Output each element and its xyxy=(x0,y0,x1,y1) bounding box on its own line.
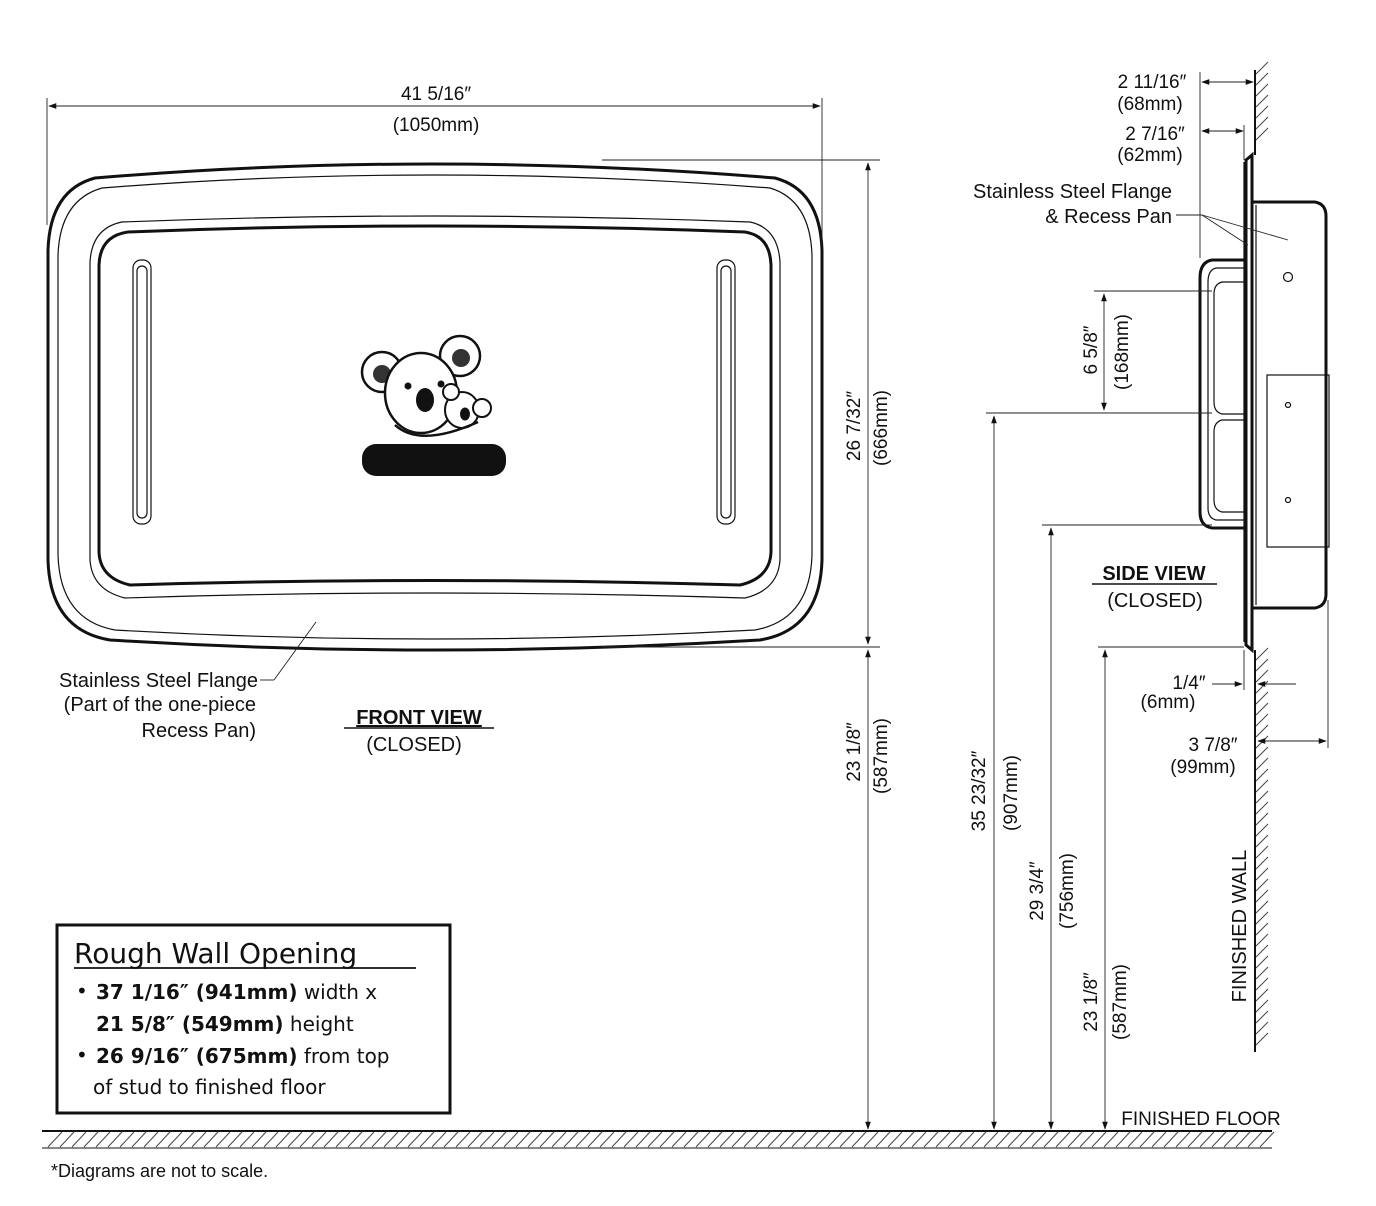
rough-height: 21 5/8″ (549mm) xyxy=(96,1012,284,1036)
hatch-line xyxy=(384,1132,398,1147)
hatch-line xyxy=(1260,1132,1274,1147)
hatch-line xyxy=(768,1132,782,1147)
strap-dimension xyxy=(986,291,1212,413)
hatch-line xyxy=(252,1132,266,1147)
hatch-line xyxy=(168,1132,182,1147)
hatch-line xyxy=(564,1132,578,1147)
hatch-line xyxy=(864,1132,878,1147)
side-flange-line1: Stainless Steel Flange xyxy=(972,181,1172,203)
depth1-in: 2 11/16″ xyxy=(1117,72,1187,93)
hatch-line xyxy=(1256,1022,1268,1034)
hatch-line xyxy=(1256,692,1268,704)
proj-in: 3 7/8″ xyxy=(1188,735,1238,756)
floor-label: FINISHED FLOOR xyxy=(1121,1109,1281,1130)
hatch-line xyxy=(1140,1132,1154,1147)
hatch-line xyxy=(48,1132,62,1147)
hatch-line xyxy=(1212,1132,1226,1147)
hatch-line xyxy=(408,1132,422,1147)
hatch-line xyxy=(1256,73,1268,85)
hatch-line xyxy=(72,1132,86,1147)
hatch-line xyxy=(1092,1132,1106,1147)
hatch-line xyxy=(828,1132,842,1147)
svg-text:•: • xyxy=(76,979,88,1003)
hatch-line xyxy=(84,1132,98,1147)
hatch-line xyxy=(264,1132,278,1147)
hatch-line xyxy=(432,1132,446,1147)
hatch-line xyxy=(1256,106,1268,118)
h2-in: 29 3/4″ xyxy=(1027,861,1048,921)
rough-height-label: height xyxy=(283,1012,354,1036)
hatch-line xyxy=(876,1132,890,1147)
hatch-line xyxy=(1256,989,1268,1001)
rough-top-label: from top xyxy=(297,1044,390,1068)
front-flange-line3: Recess Pan) xyxy=(141,720,256,742)
hatch-line xyxy=(1152,1132,1166,1147)
hatch-line xyxy=(240,1132,254,1147)
hatch-line xyxy=(996,1132,1010,1147)
side-projection-dimensions xyxy=(1141,600,1328,778)
side-view-state: (CLOSED) xyxy=(1107,590,1203,612)
depth2-in: 2 7/16″ xyxy=(1125,124,1185,145)
hatch-line xyxy=(396,1132,410,1147)
rough-opening-box xyxy=(57,925,450,1113)
hatch-line xyxy=(1008,1132,1022,1147)
hatch-line xyxy=(804,1132,818,1147)
hatch-line xyxy=(108,1132,122,1147)
hatch-line xyxy=(696,1132,710,1147)
hatch-line xyxy=(540,1132,554,1147)
hatch-line xyxy=(420,1132,434,1147)
hatch-line xyxy=(1256,128,1268,140)
side-depth-dimensions xyxy=(1117,72,1253,258)
hatch-line xyxy=(1256,835,1268,847)
hatch-line xyxy=(1256,117,1268,129)
hatch-line xyxy=(588,1132,602,1147)
side-view-title: SIDE VIEW xyxy=(1102,563,1206,585)
hatch-line xyxy=(948,1132,962,1147)
hatch-line xyxy=(1256,758,1268,770)
hatch-line xyxy=(492,1132,506,1147)
hatch-line xyxy=(300,1132,314,1147)
hatch-line xyxy=(1248,1132,1262,1147)
strap-mm: (168mm) xyxy=(1112,313,1133,391)
h3-in: 23 1/8″ xyxy=(1081,972,1102,1032)
hatch-line xyxy=(780,1132,794,1147)
hatch-line xyxy=(1256,747,1268,759)
wall-label: FINISHED WALL xyxy=(1229,849,1251,1003)
hatch-line xyxy=(1256,1033,1268,1045)
hatch-line xyxy=(1256,956,1268,968)
hatch-line xyxy=(1256,62,1268,74)
hatch-line xyxy=(912,1132,926,1147)
finished-floor xyxy=(42,1109,1281,1148)
hatch-line xyxy=(1256,824,1268,836)
hatch-line xyxy=(1256,791,1268,803)
hatch-line xyxy=(1176,1132,1190,1147)
finished-wall xyxy=(1229,62,1268,1052)
hatch-line xyxy=(924,1132,938,1147)
hatch-line xyxy=(1080,1132,1094,1147)
depth1-mm: (68mm) xyxy=(1117,94,1183,115)
hatch-line xyxy=(1256,967,1268,979)
hatch-line xyxy=(672,1132,686,1147)
hatch-line xyxy=(120,1132,134,1147)
hatch-line xyxy=(516,1132,530,1147)
hatch-line xyxy=(528,1132,542,1147)
hatch-line xyxy=(1032,1132,1046,1147)
hatch-line xyxy=(60,1132,74,1147)
hatch-line xyxy=(552,1132,566,1147)
hatch-line xyxy=(888,1132,902,1147)
hatch-line xyxy=(1256,945,1268,957)
hatch-line xyxy=(1256,659,1268,671)
h3-mm: (587mm) xyxy=(1110,963,1131,1041)
hatch-line xyxy=(1256,978,1268,990)
hatch-line xyxy=(1020,1132,1034,1147)
hatch-line xyxy=(840,1132,854,1147)
hatch-line xyxy=(1256,670,1268,682)
side-flange-line2: & Recess Pan xyxy=(1045,206,1172,228)
hatch-line xyxy=(1068,1132,1082,1147)
hatch-line xyxy=(984,1132,998,1147)
hatch-line xyxy=(288,1132,302,1147)
hatch-line xyxy=(444,1132,458,1147)
hatch-line xyxy=(732,1132,746,1147)
koala-kare-logo xyxy=(362,336,506,476)
lip-mm: (6mm) xyxy=(1140,692,1196,713)
hatch-line xyxy=(648,1132,662,1147)
hatch-line xyxy=(960,1132,974,1147)
lip-in: 1/4″ xyxy=(1172,673,1206,694)
front-floor-mm: (587mm) xyxy=(871,717,892,795)
h1-mm: (907mm) xyxy=(1001,754,1022,832)
hatch-line xyxy=(1256,813,1268,825)
hatch-line xyxy=(624,1132,638,1147)
hatch-line xyxy=(1056,1132,1070,1147)
hatch-line xyxy=(480,1132,494,1147)
hatch-line xyxy=(504,1132,518,1147)
hatch-line xyxy=(936,1132,950,1147)
hatch-line xyxy=(1224,1132,1238,1147)
front-flange-line2: (Part of the one-piece xyxy=(63,694,256,716)
hatch-line xyxy=(216,1132,230,1147)
front-height-in: 26 7/32″ xyxy=(844,390,865,462)
hatch-line xyxy=(684,1132,698,1147)
front-view-title: FRONT VIEW xyxy=(356,707,482,729)
front-height-mm: (666mm) xyxy=(871,389,892,467)
hatch-line xyxy=(1200,1132,1214,1147)
rough-width: 37 1/16″ (941mm) xyxy=(96,980,298,1004)
hatch-line xyxy=(1256,714,1268,726)
hatch-line xyxy=(336,1132,350,1147)
svg-text:•: • xyxy=(76,1043,88,1067)
hatch-line xyxy=(1256,901,1268,913)
front-view-label xyxy=(344,707,494,756)
proj-mm: (99mm) xyxy=(1170,757,1236,778)
hatch-line xyxy=(1256,912,1268,924)
hatch-line xyxy=(612,1132,626,1147)
rough-top: 26 9/16″ (675mm) xyxy=(96,1044,298,1068)
depth2-mm: (62mm) xyxy=(1117,145,1183,166)
hatch-line xyxy=(900,1132,914,1147)
hatch-line xyxy=(1256,703,1268,715)
front-width-in: 41 5/16″ xyxy=(400,84,472,105)
hatch-line xyxy=(720,1132,734,1147)
hatch-line xyxy=(1256,84,1268,96)
hatch-line xyxy=(1256,769,1268,781)
hatch-line xyxy=(1256,923,1268,935)
hatch-line xyxy=(1256,1000,1268,1012)
side-flange-callout xyxy=(973,181,1288,245)
hatch-line xyxy=(276,1132,290,1147)
hatch-line xyxy=(1256,802,1268,814)
hatch-line xyxy=(1164,1132,1178,1147)
front-flange-callout xyxy=(59,622,316,742)
hatch-line xyxy=(204,1132,218,1147)
rough-width-label: width x xyxy=(297,980,378,1004)
logo-text: Koala Kare xyxy=(379,449,489,472)
svg-text:21 5/8″ (549mm) height xyxy=(96,1012,354,1036)
rough-title: Rough Wall Opening xyxy=(74,937,358,970)
hatch-line xyxy=(660,1132,674,1147)
hatch-line xyxy=(360,1132,374,1147)
h2-mm: (756mm) xyxy=(1057,852,1078,930)
hatch-line xyxy=(324,1132,338,1147)
hatch-line xyxy=(1256,879,1268,891)
svg-text:37 1/16″ (941mm) width x xyxy=(96,980,377,1004)
h1-in: 35 23/32″ xyxy=(969,750,990,832)
hatch-line xyxy=(348,1132,362,1147)
hatch-line xyxy=(192,1132,206,1147)
hatch-line xyxy=(1256,1011,1268,1023)
hatch-line xyxy=(312,1132,326,1147)
hatch-line xyxy=(1188,1132,1202,1147)
side-view-label xyxy=(1092,563,1217,612)
hatch-line xyxy=(1256,890,1268,902)
hatch-line xyxy=(852,1132,866,1147)
hatch-line xyxy=(1256,681,1268,693)
hatch-line xyxy=(1104,1132,1118,1147)
hatch-line xyxy=(792,1132,806,1147)
hatch-line xyxy=(1256,868,1268,880)
hatch-line xyxy=(456,1132,470,1147)
hatch-line xyxy=(132,1132,146,1147)
front-floor-in: 23 1/8″ xyxy=(844,722,865,782)
hatch-line xyxy=(1256,857,1268,869)
hatch-line xyxy=(636,1132,650,1147)
hatch-line xyxy=(1256,648,1268,660)
hatch-line xyxy=(744,1132,758,1147)
side-view-drawing xyxy=(1200,155,1329,650)
hatch-line xyxy=(1128,1132,1142,1147)
hatch-line xyxy=(1256,934,1268,946)
hatch-line xyxy=(1116,1132,1130,1147)
hatch-line xyxy=(468,1132,482,1147)
rough-top-desc: of stud to finished floor xyxy=(93,1075,326,1099)
hatch-line xyxy=(576,1132,590,1147)
hatch-line xyxy=(816,1132,830,1147)
hatch-line xyxy=(1256,95,1268,107)
hatch-line xyxy=(1044,1132,1058,1147)
hatch-line xyxy=(1256,736,1268,748)
hatch-line xyxy=(156,1132,170,1147)
hatch-line xyxy=(1256,725,1268,737)
hatch-line xyxy=(708,1132,722,1147)
hatch-line xyxy=(600,1132,614,1147)
hatch-line xyxy=(1256,846,1268,858)
svg-text:26 9/16″ (675mm) from top xyxy=(96,1044,390,1068)
hatch-line xyxy=(180,1132,194,1147)
hatch-line xyxy=(972,1132,986,1147)
hatch-line xyxy=(228,1132,242,1147)
strap-in: 6 5/8″ xyxy=(1081,325,1102,375)
hatch-line xyxy=(1236,1132,1250,1147)
front-width-mm: (1050mm) xyxy=(392,115,480,136)
footnote: *Diagrams are not to scale. xyxy=(51,1161,269,1181)
hatch-line xyxy=(372,1132,386,1147)
hatch-line xyxy=(1256,780,1268,792)
front-view-state: (CLOSED) xyxy=(366,734,462,756)
front-flange-line1: Stainless Steel Flange xyxy=(58,670,258,692)
hatch-line xyxy=(144,1132,158,1147)
hatch-line xyxy=(756,1132,770,1147)
hatch-line xyxy=(96,1132,110,1147)
